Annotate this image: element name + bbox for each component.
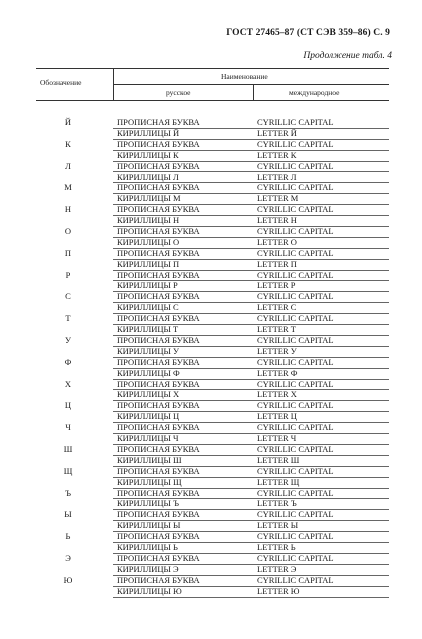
row-mid-rule (113, 193, 389, 194)
header-col-divider-2 (253, 84, 254, 100)
russian-name-line-2: КИРИЛЛИЦЫ Ю (117, 585, 182, 596)
table-row (36, 400, 389, 422)
table-row (36, 182, 389, 204)
international-name-line-1: CYRILLIC CAPITAL (257, 443, 334, 454)
international-name-line-2: LETTER Ъ (257, 498, 297, 509)
page-header: ГОСТ 27465–87 (СТ СЭВ 359–86) С. 9 (226, 28, 390, 38)
row-mid-rule (113, 280, 389, 281)
table-row (36, 422, 389, 444)
row-mid-rule (113, 498, 389, 499)
russian-name-line-1: ПРОПИСНАЯ БУКВА (117, 487, 200, 498)
letter-code: У (64, 334, 72, 345)
row-mid-rule (113, 346, 389, 347)
international-name-line-2: LETTER Л (257, 171, 297, 182)
international-name-line-1: CYRILLIC CAPITAL (257, 334, 334, 345)
table-row (36, 466, 389, 488)
letter-code: Ы (64, 509, 72, 520)
russian-name-line-1: ПРОПИСНАЯ БУКВА (117, 117, 200, 127)
international-name-line-2: LETTER Ш (257, 454, 300, 465)
international-name-line-2: LETTER У (257, 345, 297, 356)
table-row (36, 291, 389, 313)
letter-code: Р (65, 269, 71, 280)
international-name-line-2: LETTER Ц (257, 411, 297, 422)
row-mid-rule (113, 237, 389, 238)
russian-name-line-2: КИРИЛЛИЦЫ Ш (117, 454, 182, 465)
row-mid-rule (113, 455, 389, 456)
row-mid-rule (113, 477, 389, 478)
table-row (36, 357, 389, 379)
russian-name-line-1: ПРОПИСНАЯ БУКВА (117, 269, 200, 280)
letter-code: Й (64, 117, 72, 127)
international-name-line-1: CYRILLIC CAPITAL (257, 138, 334, 149)
row-mid-rule (113, 324, 389, 325)
russian-name-line-1: ПРОПИСНАЯ БУКВА (117, 160, 200, 171)
table-row (36, 379, 389, 401)
row-mid-rule (113, 564, 389, 565)
letter-code: Т (65, 313, 71, 324)
russian-name-line-2: КИРИЛЛИЦЫ О (117, 236, 180, 247)
table-row (36, 117, 389, 139)
letter-code: Ь (65, 531, 71, 542)
russian-name-line-1: ПРОПИСНАЯ БУКВА (117, 552, 200, 563)
letter-code: Ю (63, 574, 73, 585)
table-row (36, 226, 389, 248)
international-name-line-1: CYRILLIC CAPITAL (257, 400, 334, 411)
table-row (36, 204, 389, 226)
international-name-line-2: LETTER Й (257, 127, 297, 138)
letter-code: П (64, 247, 72, 258)
international-name-line-1: CYRILLIC CAPITAL (257, 269, 334, 280)
row-mid-rule (113, 171, 389, 172)
international-name-line-2: LETTER Н (257, 215, 297, 226)
international-name-line-2: LETTER Р (257, 280, 296, 291)
international-name-line-1: CYRILLIC CAPITAL (257, 465, 334, 476)
russian-name-line-2: КИРИЛЛИЦЫ Ъ (117, 498, 180, 509)
russian-name-line-2: КИРИЛЛИЦЫ Ы (117, 520, 181, 531)
international-name-line-1: CYRILLIC CAPITAL (257, 225, 334, 236)
international-name-line-1: CYRILLIC CAPITAL (257, 378, 334, 389)
international-name-line-2: LETTER С (257, 302, 297, 313)
row-mid-rule (113, 411, 389, 412)
table-continuation-caption: Продолжение табл. 4 (303, 51, 392, 61)
russian-name-line-2: КИРИЛЛИЦЫ У (117, 345, 180, 356)
russian-name-line-2: КИРИЛЛИЦЫ М (117, 193, 181, 204)
russian-name-line-2: КИРИЛЛИЦЫ Э (117, 563, 179, 574)
international-name-line-1: CYRILLIC CAPITAL (257, 313, 334, 324)
letter-code: С (65, 291, 71, 302)
row-mid-rule (113, 542, 389, 543)
header-col-divider-1 (113, 68, 114, 100)
russian-name-line-1: ПРОПИСНАЯ БУКВА (117, 400, 200, 411)
row-mid-rule (113, 520, 389, 521)
russian-name-line-2: КИРИЛЛИЦЫ Н (117, 215, 180, 226)
letter-code: М (64, 182, 72, 193)
russian-name-line-2: КИРИЛЛИЦЫ Р (117, 280, 178, 291)
russian-name-line-1: ПРОПИСНАЯ БУКВА (117, 204, 200, 215)
russian-name-line-1: ПРОПИСНАЯ БУКВА (117, 531, 200, 542)
russian-name-line-2: КИРИЛЛИЦЫ Ц (117, 411, 180, 422)
letter-code: Щ (63, 465, 73, 476)
table-row (36, 553, 389, 575)
international-name-line-1: CYRILLIC CAPITAL (257, 160, 334, 171)
russian-name-line-1: ПРОПИСНАЯ БУКВА (117, 225, 200, 236)
international-name-line-1: CYRILLIC CAPITAL (257, 356, 334, 367)
header-bottom-rule (36, 100, 389, 101)
international-name-line-1: CYRILLIC CAPITAL (257, 487, 334, 498)
row-mid-rule (113, 389, 389, 390)
row-mid-rule (113, 368, 389, 369)
row-mid-rule (113, 215, 389, 216)
letter-code: Ф (64, 356, 72, 367)
international-name-line-2: LETTER О (257, 236, 297, 247)
table-row (36, 531, 389, 553)
russian-name-line-1: ПРОПИСНАЯ БУКВА (117, 422, 200, 433)
table-body (36, 117, 389, 597)
table-row (36, 270, 389, 292)
international-name-line-1: CYRILLIC CAPITAL (257, 531, 334, 542)
table-row (36, 444, 389, 466)
letter-code: Ц (64, 400, 72, 411)
international-name-line-2: LETTER М (257, 193, 299, 204)
table-row (36, 248, 389, 270)
letter-code: К (65, 138, 71, 149)
letter-code: Х (64, 378, 72, 389)
russian-name-line-2: КИРИЛЛИЦЫ Х (117, 389, 180, 400)
russian-name-line-2: КИРИЛЛИЦЫ Ф (117, 367, 180, 378)
table-row (36, 488, 389, 510)
letter-code: О (64, 225, 72, 236)
international-name-line-2: LETTER Ы (257, 520, 299, 531)
letter-code: Ч (65, 422, 71, 433)
table-row (36, 509, 389, 531)
international-name-line-2: LETTER Ь (257, 542, 296, 553)
row-mid-rule (113, 586, 389, 587)
international-name-line-1: CYRILLIC CAPITAL (257, 509, 334, 520)
international-name-line-1: CYRILLIC CAPITAL (257, 247, 334, 258)
header-top-rule (36, 68, 389, 69)
international-name-line-2: LETTER Х (257, 389, 297, 400)
russian-header: русское (166, 88, 191, 97)
international-name-line-1: CYRILLIC CAPITAL (257, 574, 334, 585)
international-name-line-1: CYRILLIC CAPITAL (257, 552, 334, 563)
international-name-line-2: LETTER Щ (257, 476, 300, 487)
table-row (36, 313, 389, 335)
name-header: Наименование (221, 72, 268, 81)
table-row (36, 575, 389, 597)
letter-code: Ш (63, 443, 73, 454)
row-mid-rule (113, 302, 389, 303)
row-mid-rule (113, 259, 389, 260)
russian-name-line-2: КИРИЛЛИЦЫ Ч (117, 433, 179, 444)
russian-name-line-1: ПРОПИСНАЯ БУКВА (117, 356, 200, 367)
international-header: международное (289, 88, 340, 97)
international-name-line-2: LETTER Э (257, 563, 297, 574)
russian-name-line-1: ПРОПИСНАЯ БУКВА (117, 182, 200, 193)
international-name-line-1: CYRILLIC CAPITAL (257, 182, 334, 193)
international-name-line-1: CYRILLIC CAPITAL (257, 422, 334, 433)
row-bottom-rule (113, 597, 389, 598)
russian-name-line-1: ПРОПИСНАЯ БУКВА (117, 509, 200, 520)
international-name-line-1: CYRILLIC CAPITAL (257, 291, 334, 302)
russian-name-line-2: КИРИЛЛИЦЫ С (117, 302, 179, 313)
russian-name-line-2: КИРИЛЛИЦЫ П (117, 258, 180, 269)
letter-code: Н (64, 204, 72, 215)
letter-code: Э (65, 552, 71, 563)
russian-name-line-1: ПРОПИСНАЯ БУКВА (117, 138, 200, 149)
russian-name-line-1: ПРОПИСНАЯ БУКВА (117, 334, 200, 345)
table-header (36, 68, 389, 100)
international-name-line-2: LETTER П (257, 258, 297, 269)
table-row (36, 161, 389, 183)
header-mid-rule (113, 84, 389, 85)
russian-name-line-1: ПРОПИСНАЯ БУКВА (117, 465, 200, 476)
international-name-line-2: LETTER Ю (257, 585, 300, 596)
russian-name-line-2: КИРИЛЛИЦЫ Л (117, 171, 179, 182)
russian-name-line-2: КИРИЛЛИЦЫ Й (117, 127, 180, 138)
international-name-line-2: LETTER Ч (257, 433, 297, 444)
letter-code: Л (65, 160, 71, 171)
russian-name-line-1: ПРОПИСНАЯ БУКВА (117, 574, 200, 585)
designation-header: Обозначение (40, 78, 82, 87)
international-name-line-1: CYRILLIC CAPITAL (257, 204, 334, 215)
row-mid-rule (113, 128, 389, 129)
russian-name-line-1: ПРОПИСНАЯ БУКВА (117, 378, 200, 389)
russian-name-line-2: КИРИЛЛИЦЫ Т (117, 324, 179, 335)
russian-name-line-1: ПРОПИСНАЯ БУКВА (117, 313, 200, 324)
international-name-line-1: CYRILLIC CAPITAL (257, 117, 334, 127)
russian-name-line-2: КИРИЛЛИЦЫ Ь (117, 542, 178, 553)
international-name-line-2: LETTER Т (257, 324, 296, 335)
russian-name-line-1: ПРОПИСНАЯ БУКВА (117, 247, 200, 258)
russian-name-line-2: КИРИЛЛИЦЫ К (117, 149, 179, 160)
international-name-line-2: LETTER К (257, 149, 297, 160)
russian-name-line-2: КИРИЛЛИЦЫ Щ (117, 476, 182, 487)
russian-name-line-1: ПРОПИСНАЯ БУКВА (117, 443, 200, 454)
table-row (36, 139, 389, 161)
international-name-line-2: LETTER Ф (257, 367, 298, 378)
russian-name-line-1: ПРОПИСНАЯ БУКВА (117, 291, 200, 302)
letter-code: Ъ (64, 487, 71, 498)
row-mid-rule (113, 433, 389, 434)
table-row (36, 335, 389, 357)
row-mid-rule (113, 150, 389, 151)
